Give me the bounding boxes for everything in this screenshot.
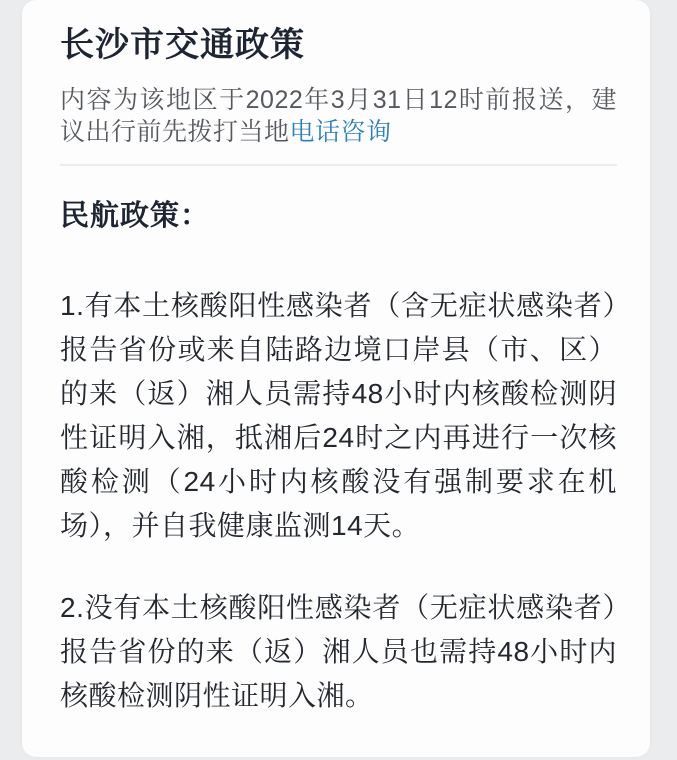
policy-card — [22, 0, 650, 757]
report-note-text: 内容为该地区于2022年3月31日12时前报送，建议出行前先拨打当地 — [60, 86, 617, 146]
policy-paragraph-1: 1.有本土核酸阳性感染者（含无症状感染者）报告省份或来自陆路边境口岸县（市、区）的来（返）湘人员需持48小时内核酸检测阴性证明入湘，抵湘后24时之内再进行一次核酸检测（24小时内核酸没有强制要求在机场），并自我健康监测14天。 — [60, 290, 617, 541]
page-title: 长沙市交通政策 — [60, 26, 305, 64]
report-note — [60, 85, 617, 148]
section-heading-civil-aviation: 民航政策： — [60, 200, 211, 232]
divider — [60, 164, 617, 166]
policy-paragraph-2: 2.没有本土核酸阳性感染者（无症状感染者）报告省份的来（返）湘人员也需持48小时内核酸检测阴性证明入湘。 — [60, 592, 617, 711]
phone-consult-link[interactable]: 电话咨询 — [289, 117, 392, 146]
